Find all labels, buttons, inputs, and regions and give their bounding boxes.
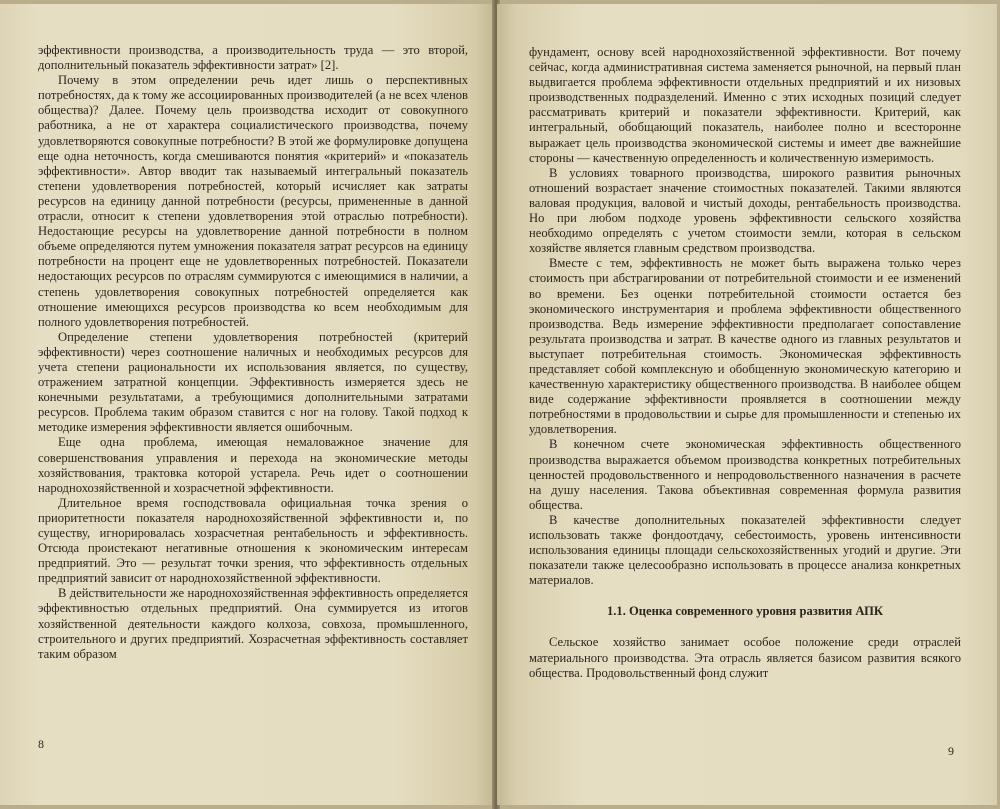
paragraph: Определение степени удовлетворения потребностей (критерий эффективности) через соотношение наличных и необходимых ресурсов для учета степени рациональности их использования является, по существу, отражением затратной концепции. Эффективность измеряется здесь не конечными результатами, а требующимися дополнительными затратами ресурсов. Проблема таким образом ставится с ног на голову. Такой подход к методике измерения эффективности является ошибочным. bbox=[38, 329, 468, 435]
page-number-left: 8 bbox=[38, 737, 44, 751]
paragraph: В конечном счете экономическая эффективность общественного производства выражается объемом производства конкретных потребительных ценностей продовольственного и непродовольственного назначения в расчете на душу населения. Такова объективная современная формула развития общества. bbox=[529, 437, 961, 512]
right-page bbox=[497, 4, 997, 805]
paragraph: фундамент, основу всей народнохозяйственной эффективности. Вот почему сейчас, когда административная система заменяется рыночной, на первый план выдвигается проблема эффективности отдельных предприятий и их низовых производственных подразделений. Именно с этих исходных позиций следует рассматривать критерий и показатели эффективности. Критерий, как интегральный, обобщающий показатель, наиболее полно и всесторонне выражает цель производства экономической системы и имеет две важнейшие стороны — качественную определенность и количественную измеримость. bbox=[529, 45, 961, 165]
paragraph: Вместе с тем, эффективность не может быть выражена только через стоимость при абстрагировании от потребительной стоимости и ее изменений во времени. Без оценки потребительной стоимости остается без экономического инструментария и проблема эффективности общественного производства. Ведь измерение эффективности предполагает сопоставление результата производства и затрат. В качестве одного из главных результатов и выступает потребительная стоимость. Экономическая эффективность представляет собой комплексную и обобщенную экономическую категорию и качественную характеристику общественного производства. В наиболее общем виде содержание эффективности проявляется в соотношении между потребностями в продовольствии и сырье для промышленности и степенью их удовлетворения. bbox=[529, 256, 961, 437]
left-page bbox=[0, 4, 494, 805]
paragraph: Почему в этом определении речь идет лишь о перспективных потребностях, да к тому же ассоциированных производителей (а не всех членов общества)? Далее. Почему цель производства исходит от совокупного работника, а не от характера социалистического производства, почему удовлетворяются совокупные потребности? В этой же формулировке допущена еще одна неточность, когда смешиваются понятия «критерий» и «показатель эффективности». Автор вводит так называемый интегральный показатель степени удовлетворения потребностей, который исчисляет как затраты ресурсов на единицу данной потребности (ресурсы, примененные в данной отрасли, относит к степени удовлетворения этой отраслью потребности). Недостающие ресурсы на удовлетворение данной потребности в полном объеме определяются путем умножения показателя затрат ресурсов на единицу потребности на процент еще не удовлетворенных потребностей. Показатели недостающих ресурсов по отраслям суммируются с имеющимися в наличии, а степень удовлетворения совокупных потребностей определяется как отношение имеющихся ресурсов производства ко всем необходимым для полного удовлетворения потребностей. bbox=[38, 73, 468, 329]
paragraph: эффективности производства, а производительность труда — это второй, дополнительный показатель эффективности затрат» [2]. bbox=[38, 43, 468, 73]
paragraph: В действительности же народнохозяйственная эффективность определяется эффективностью отдельных предприятий. Она суммируется из итогов хозяйственной деятельности каждого колхоза, совхоза, промышленного, строительного и других предприятий. Хозрасчетная эффективность составляет таким образом bbox=[38, 586, 468, 661]
paragraph: Еще одна проблема, имеющая немаловажное значение для совершенствования управления и перехода на экономические методы хозяйствования, трактовка которой устарела. Речь идет о соотношении народнохозяйственной и хозрасчетной эффективности. bbox=[38, 435, 468, 495]
paragraph: В условиях товарного производства, широкого развития рыночных отношений возрастает значение стоимостных показателей. Такими являются валовая продукция, валовой и чистый доходы, рентабельность производства. Но при любом подходе уровень эффективности сельского хозяйства необходимо определять с учетом стоимости земли, которая в сельском хозяйстве является главным средством производства. bbox=[529, 165, 961, 256]
page-number-right: 9 bbox=[948, 744, 954, 758]
right-page-text bbox=[529, 45, 961, 681]
section-heading: 1.1. Оценка современного уровня развития АПК bbox=[606, 604, 884, 619]
paragraph: Длительное время господствовала официальная точка зрения о приоритетности показателя народнохозяйственной эффективности и, по существу, игнорировалась хозрасчетная рентабельность и эффективность. Отсюда проистекают негативные отношения к экономическим интересам предприятий. Это — результат точки зрения, что эффективность отдельных предприятий зависит от народнохозяйственной эффективности. bbox=[38, 495, 468, 586]
paragraph: В качестве дополнительных показателей эффективности следует использовать также фондоотдачу, себестоимость, уровень интенсивности использования единицы площади сельскохозяйственных угодий и другие. Эти показатели также целесообразно использовать в процессе анализа конкретных материалов. bbox=[529, 512, 961, 588]
paragraph: Сельское хозяйство занимает особое положение среди отраслей материального производства. Эта отрасль является базисом развития всякого общества. Продовольственный фонд служит bbox=[529, 635, 961, 680]
left-page-text bbox=[38, 43, 468, 662]
